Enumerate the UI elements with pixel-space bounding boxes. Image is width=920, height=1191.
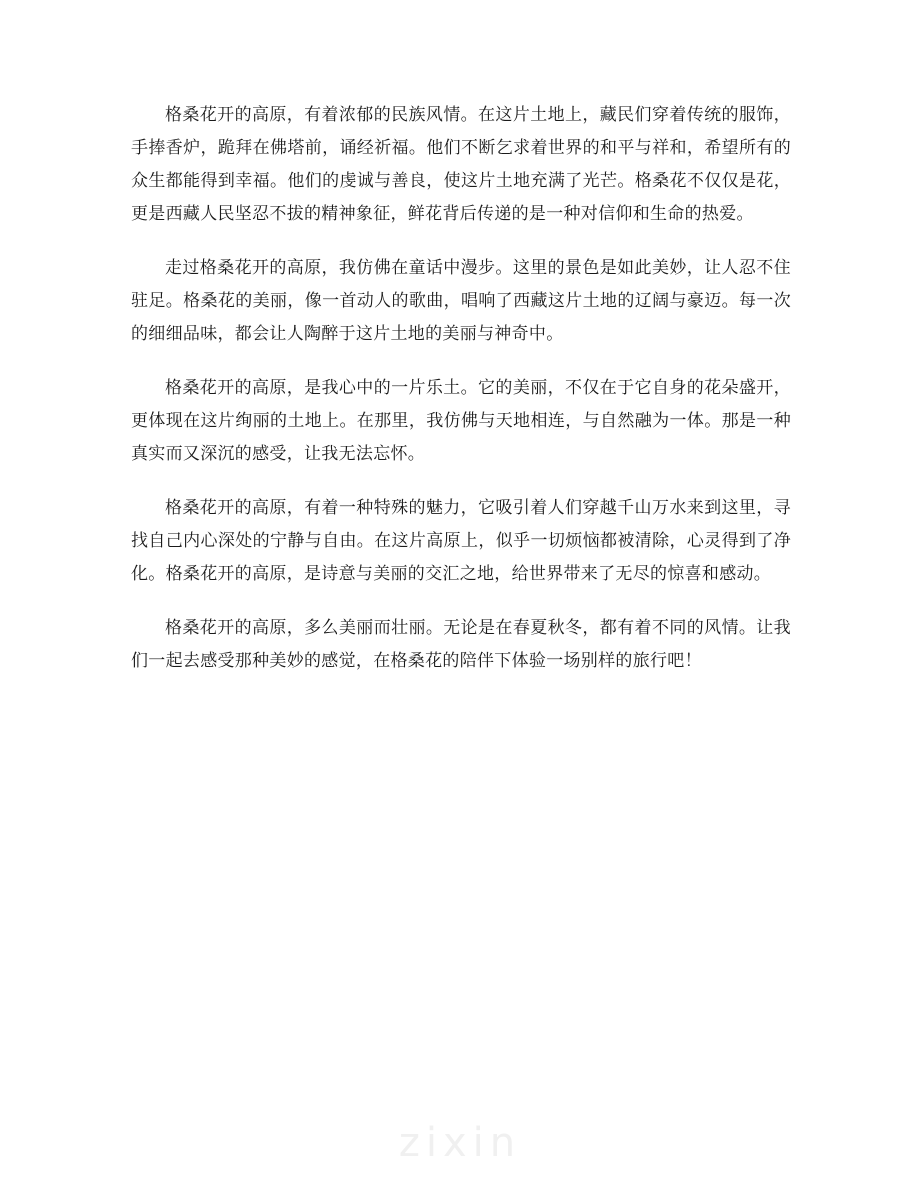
paragraph-5: 格桑花开的高原，多么美丽而壮丽。无论是在春夏秋冬，都有着不同的风情。让我们一起去感受那种美妙的感觉，在格桑花的陪伴下体验一场别样的旅行吧！	[131, 618, 791, 671]
paragraph-4: 格桑花开的高原，有着一种特殊的魅力，它吸引着人们穿越千山万水来到这里，寻找自己内心深处的宁静与自由。在这片高原上，似乎一切烦恼都被清除，心灵得到了净化。格桑花开的高原，是诗意与美丽的交汇之地，给世界带来了无尽的惊喜和感动。	[131, 498, 791, 584]
paragraph-1: 格桑花开的高原，有着浓郁的民族风情。在这片土地上，藏民们穿着传统的服饰，手捧香炉，跪拜在佛塔前，诵经祈福。他们不断乞求着世界的和平与祥和，希望所有的众生都能得到幸福。他们的虔诚与善良，使这片土地充满了光芒。格桑花不仅仅是花，更是西藏人民坚忍不拔的精神象征，鲜花背后传递的是一种对信仰和生命的热爱。	[131, 105, 791, 224]
document-body	[131, 99, 791, 699]
watermark: zixin	[398, 1120, 522, 1166]
paragraph-3: 格桑花开的高原，是我心中的一片乐土。它的美丽，不仅在于它自身的花朵盛开，更体现在这片绚丽的土地上。在那里，我仿佛与天地相连，与自然融为一体。那是一种真实而又深沉的感受，让我无法忘怀。	[131, 378, 791, 464]
paragraph-2: 走过格桑花开的高原，我仿佛在童话中漫步。这里的景色是如此美妙，让人忍不住驻足。格桑花的美丽，像一首动人的歌曲，唱响了西藏这片土地的辽阔与豪迈。每一次的细细品味，都会让人陶醉于这片土地的美丽与神奇中。	[131, 258, 791, 344]
